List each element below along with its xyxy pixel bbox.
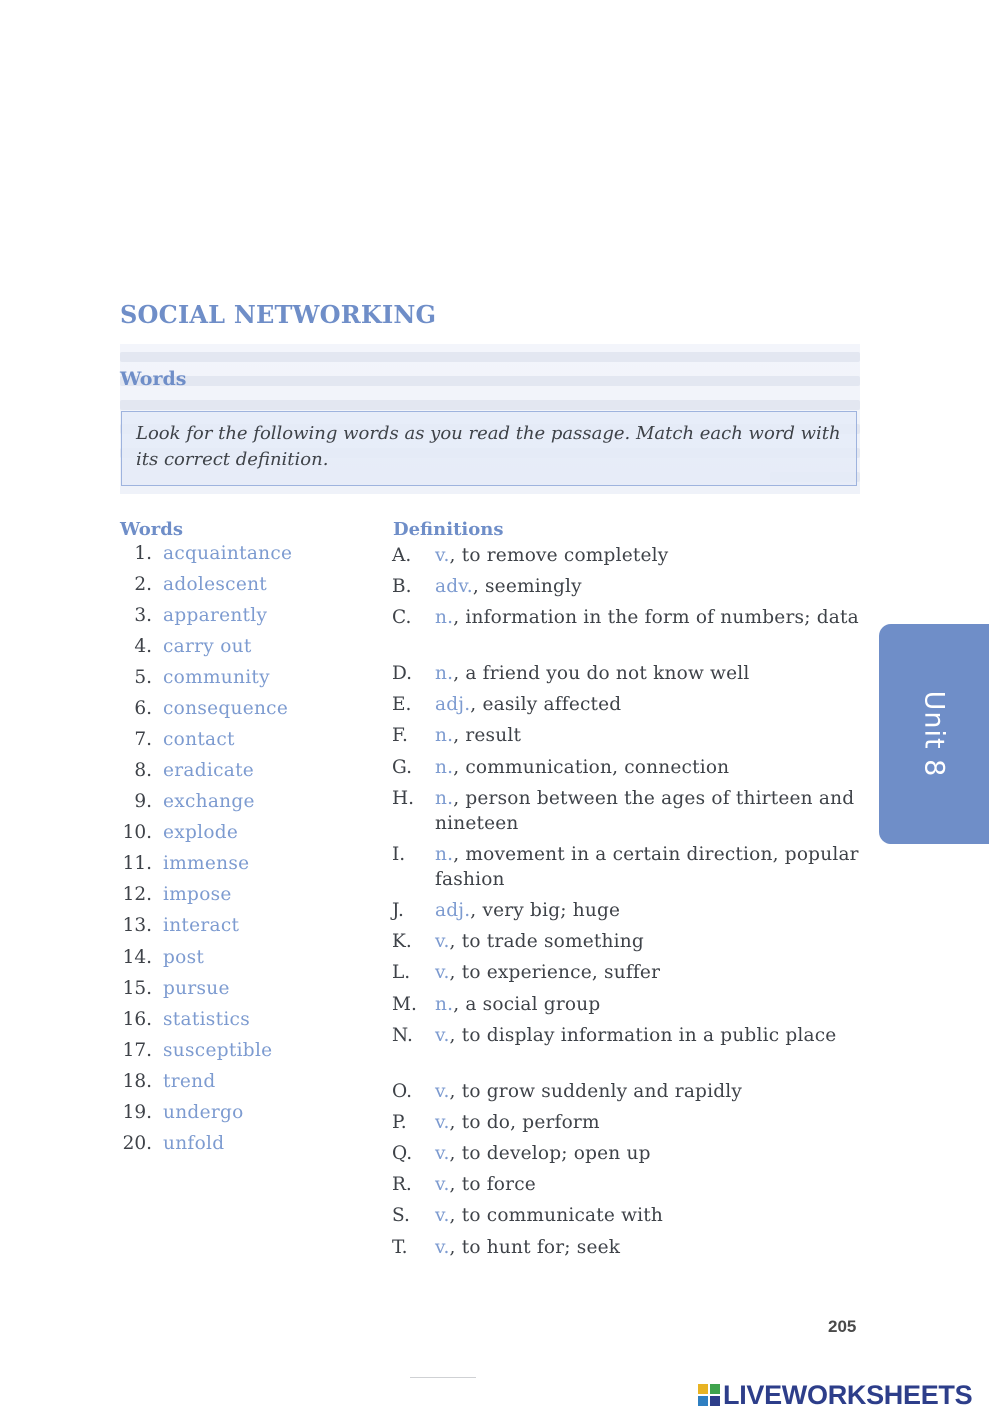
word-text: unfold — [163, 1133, 225, 1154]
word-number: 4. — [134, 636, 152, 657]
definition-text: , result — [453, 725, 522, 746]
definition-item — [392, 661, 862, 686]
definition-text: , seemingly — [472, 576, 582, 597]
definition-item — [392, 605, 862, 630]
words-column-heading: Words — [120, 519, 183, 540]
definition-letter: B. — [392, 576, 412, 597]
definition-item — [392, 960, 862, 985]
word-text: contact — [163, 729, 235, 750]
word-number: 10. — [122, 822, 152, 843]
definition-letter: Q. — [392, 1143, 413, 1164]
definition-body — [435, 605, 862, 630]
part-of-speech: v. — [435, 1025, 450, 1046]
definition-body — [435, 929, 862, 954]
definition-text: , to communicate with — [449, 1205, 664, 1226]
definition-letter: C. — [392, 607, 412, 628]
word-item — [118, 915, 239, 941]
word-item — [118, 1133, 224, 1159]
word-text: susceptible — [163, 1040, 273, 1061]
definition-body — [435, 842, 862, 892]
definition-body — [435, 692, 862, 717]
unit-tab — [879, 624, 989, 844]
definition-item — [392, 842, 862, 892]
word-item — [118, 1009, 250, 1035]
word-item — [118, 760, 254, 786]
word-item — [118, 822, 238, 848]
part-of-speech: adv. — [435, 576, 473, 597]
word-item — [118, 1071, 215, 1097]
definition-letter: G. — [392, 757, 412, 778]
brand-grid-icon — [697, 1383, 721, 1407]
word-text: carry out — [163, 636, 252, 657]
word-item — [118, 605, 267, 631]
definition-item — [392, 1023, 862, 1048]
word-item — [118, 978, 230, 1004]
word-text: immense — [163, 853, 250, 874]
definition-body — [435, 1172, 862, 1197]
part-of-speech: n. — [435, 994, 454, 1015]
word-text: explode — [163, 822, 239, 843]
definition-letter: R. — [392, 1174, 412, 1195]
definition-body — [435, 1023, 862, 1048]
definition-letter: N. — [392, 1025, 413, 1046]
word-text: eradicate — [163, 760, 255, 781]
definition-item — [392, 723, 862, 748]
page-title: SOCIAL NETWORKING — [120, 300, 437, 329]
definition-body — [435, 898, 862, 923]
definition-text: , movement in a certain direction, popular fashion — [435, 844, 859, 890]
definition-letter: I. — [392, 844, 406, 865]
definition-text: , to display information in a public place — [449, 1025, 837, 1046]
definition-body — [435, 1141, 862, 1166]
instruction-box — [121, 411, 857, 486]
word-item — [118, 947, 204, 973]
brand-name: LIVEWORKSHEETS — [723, 1379, 973, 1410]
definition-letter: P. — [392, 1112, 407, 1133]
part-of-speech: v. — [435, 1237, 450, 1258]
definition-letter: T. — [392, 1237, 408, 1258]
definition-item — [392, 1110, 862, 1135]
word-number: 13. — [122, 915, 152, 936]
word-text: interact — [163, 915, 240, 936]
definition-body — [435, 1079, 862, 1104]
definition-item — [392, 574, 862, 599]
definition-body — [435, 992, 862, 1017]
definition-letter: D. — [392, 663, 413, 684]
definition-letter: F. — [392, 725, 408, 746]
definition-text: , to develop; open up — [449, 1143, 651, 1164]
definition-body — [435, 755, 862, 780]
word-text: acquaintance — [163, 543, 293, 564]
word-number: 17. — [122, 1040, 152, 1061]
word-text: community — [163, 667, 270, 688]
definition-text: , communication, connection — [453, 757, 730, 778]
word-number: 12. — [122, 884, 152, 905]
part-of-speech: v. — [435, 545, 450, 566]
word-number: 16. — [122, 1009, 152, 1030]
definition-body — [435, 1110, 862, 1135]
definition-body — [435, 1203, 862, 1228]
word-number: 9. — [134, 791, 152, 812]
word-number: 2. — [134, 574, 152, 595]
word-item — [118, 884, 232, 910]
definition-text: , very big; huge — [470, 900, 621, 921]
word-text: impose — [163, 884, 232, 905]
definition-item — [392, 1203, 862, 1228]
definition-item — [392, 992, 862, 1017]
definition-body — [435, 723, 862, 748]
part-of-speech: n. — [435, 725, 454, 746]
definition-text: , a friend you do not know well — [453, 663, 750, 684]
page-number: 205 — [828, 1317, 857, 1336]
definition-body — [435, 786, 862, 836]
word-item — [118, 543, 292, 569]
word-number: 18. — [122, 1071, 152, 1092]
definition-text: , to experience, suffer — [449, 962, 661, 983]
definition-item — [392, 1172, 862, 1197]
definition-text: , information in the form of numbers; data — [453, 607, 859, 628]
definition-item — [392, 1079, 862, 1104]
definition-item — [392, 1141, 862, 1166]
word-item — [118, 636, 252, 662]
word-text: adolescent — [163, 574, 268, 595]
definition-text: , to trade something — [449, 931, 644, 952]
word-text: post — [163, 947, 205, 968]
definition-text: , person between the ages of thirteen and nineteen — [435, 788, 855, 834]
instruction-text: Look for the following words as you read the passage. Match each word with its correct definition. — [136, 423, 841, 470]
word-number: 11. — [122, 853, 152, 874]
word-number: 5. — [134, 667, 152, 688]
definitions-column-heading: Definitions — [393, 519, 504, 540]
definition-body — [435, 543, 862, 568]
word-item — [118, 1102, 244, 1128]
word-item — [118, 667, 270, 693]
definition-text: , a social group — [453, 994, 601, 1015]
word-number: 8. — [134, 760, 152, 781]
word-item — [118, 791, 255, 817]
part-of-speech: n. — [435, 607, 454, 628]
definition-text: , to force — [449, 1174, 536, 1195]
word-text: undergo — [163, 1102, 244, 1123]
section-heading-words: Words — [120, 368, 187, 390]
definition-body — [435, 960, 862, 985]
part-of-speech: n. — [435, 788, 454, 809]
word-number: 19. — [122, 1102, 152, 1123]
word-number: 3. — [134, 605, 152, 626]
part-of-speech: v. — [435, 962, 450, 983]
definition-body — [435, 1235, 862, 1260]
part-of-speech: n. — [435, 757, 454, 778]
definition-item — [392, 543, 862, 568]
part-of-speech: v. — [435, 1143, 450, 1164]
word-number: 6. — [134, 698, 152, 719]
definition-item — [392, 898, 862, 923]
word-item — [118, 1040, 272, 1066]
word-item — [118, 574, 267, 600]
definition-letter: J. — [392, 900, 404, 921]
definition-letter: H. — [392, 788, 415, 809]
definition-item — [392, 755, 862, 780]
part-of-speech: v. — [435, 1112, 450, 1133]
word-text: apparently — [163, 605, 268, 626]
definition-letter: K. — [392, 931, 412, 952]
part-of-speech: adj. — [435, 900, 471, 921]
definition-item — [392, 1235, 862, 1260]
part-of-speech: n. — [435, 844, 454, 865]
definition-body — [435, 574, 862, 599]
definition-text: , easily affected — [470, 694, 622, 715]
definition-body — [435, 661, 862, 686]
definition-text: , to do, perform — [449, 1112, 600, 1133]
word-item — [118, 729, 235, 755]
word-number: 20. — [122, 1133, 152, 1154]
definition-letter: E. — [392, 694, 412, 715]
word-text: trend — [163, 1071, 216, 1092]
definition-letter: M. — [392, 994, 417, 1015]
word-number: 14. — [122, 947, 152, 968]
part-of-speech: adj. — [435, 694, 471, 715]
brand-logo — [697, 1380, 972, 1410]
definition-text: , to hunt for; seek — [449, 1237, 621, 1258]
word-text: consequence — [163, 698, 289, 719]
word-item — [118, 698, 288, 724]
word-number: 15. — [122, 978, 152, 999]
definition-text: , to remove completely — [449, 545, 669, 566]
part-of-speech: n. — [435, 663, 454, 684]
definition-item — [392, 929, 862, 954]
footer-divider — [410, 1377, 476, 1378]
part-of-speech: v. — [435, 1205, 450, 1226]
word-text: exchange — [163, 791, 255, 812]
word-text: pursue — [163, 978, 230, 999]
word-number: 7. — [134, 729, 152, 750]
word-item — [118, 853, 249, 879]
part-of-speech: v. — [435, 931, 450, 952]
definition-letter: O. — [392, 1081, 412, 1102]
definition-letter: L. — [392, 962, 411, 983]
unit-tab-label: Unit 8 — [918, 690, 950, 778]
part-of-speech: v. — [435, 1174, 450, 1195]
definition-item — [392, 692, 862, 717]
word-number: 1. — [134, 543, 152, 564]
part-of-speech: v. — [435, 1081, 450, 1102]
definition-letter: S. — [392, 1205, 410, 1226]
definition-item — [392, 786, 862, 836]
definition-letter: A. — [392, 545, 412, 566]
definition-text: , to grow suddenly and rapidly — [449, 1081, 743, 1102]
word-text: statistics — [163, 1009, 251, 1030]
